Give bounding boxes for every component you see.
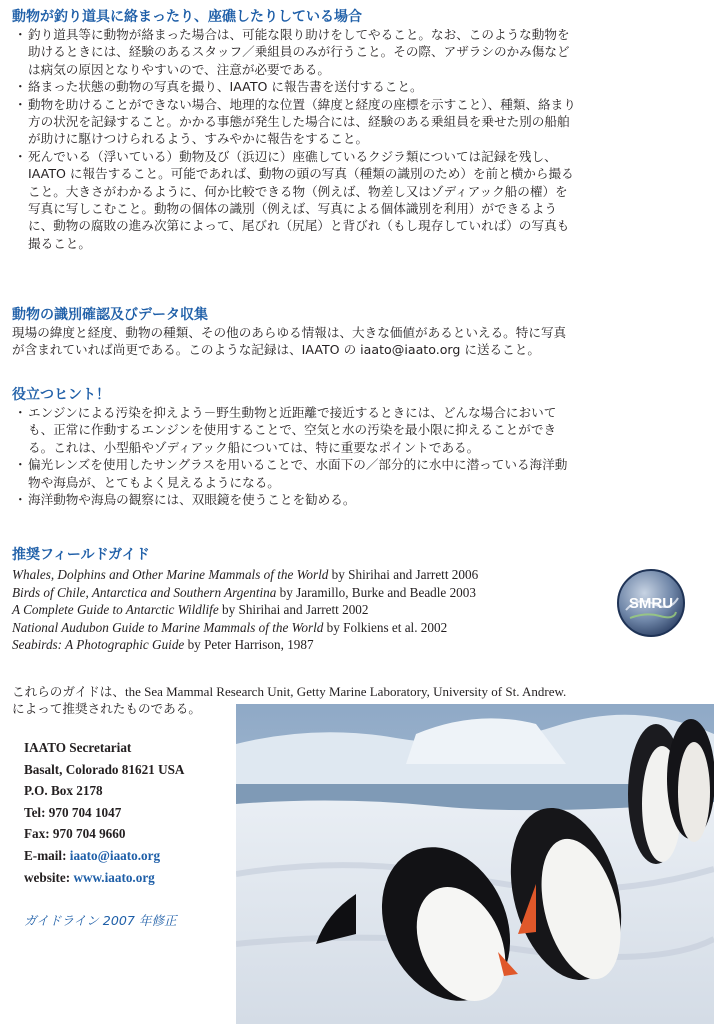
identification-line-2: が含まれていれば尚更である。このような記録は、IAATO の iaato@iaato.org に送ること。 [12, 342, 540, 358]
entanglement-item [12, 148, 706, 252]
guide-author: by Shirihai and Jarrett 2006 [328, 567, 479, 582]
section-entanglement [12, 8, 706, 252]
tip-line: も、正常に作動するエンジンを使用することで、空気と水の汚染を最小限に抑えることができ [28, 422, 557, 438]
email-label: E-mail: [24, 847, 70, 863]
heading-entanglement: 動物が釣り道具に絡まったり、座礁したりしている場合 [12, 9, 362, 25]
website-link[interactable]: www.iaato.org [73, 869, 155, 885]
guide-item [12, 601, 612, 619]
tip-item [12, 456, 706, 491]
email-link[interactable]: iaato@iaato.org [69, 847, 161, 863]
entanglement-list [12, 26, 706, 252]
tip-line: エンジンによる汚染を抑えよう－野生動物と近距離で接近するときには、どんな場合において [28, 405, 557, 420]
note-text-2: the Sea Mammal Research Unit, Getty Marine Laboratory, University of St. Andrew. [124, 684, 567, 699]
website-label: website: [24, 869, 74, 885]
entanglement-line: 写真に写しこむこと。動物の個体の識別（例えば、写真による個体識別を利用）ができるよう [28, 201, 557, 217]
guide-title: A Complete Guide to Antarctic Wildlife [12, 602, 219, 618]
revision-note: ガイドライン 2007 年修正 [24, 913, 177, 928]
contact-org: IAATO Secretariat [24, 740, 132, 755]
bullet-icon: ・ [14, 405, 27, 420]
tip-item [12, 404, 706, 456]
penguins-photo [236, 704, 714, 1024]
guide-author: by Jaramillo, Burke and Beadle 2003 [276, 584, 476, 600]
entanglement-line: IAATO に報告すること。可能であれば、動物の頭の写真（種類の識別のため）を前と横から撮る [28, 166, 574, 182]
entanglement-line: 釣り道具等に動物が絡まった場合は、可能な限り助けをしてやること。なお、このような動物を [28, 27, 570, 42]
guide-author: by Shirihai and Jarrett 2002 [218, 602, 369, 618]
bullet-icon: ・ [14, 27, 27, 42]
note-text-3: によって推奨されたものである。 [12, 701, 201, 717]
note-text-1: これらのガイドは、 [12, 684, 125, 699]
guide-author: by Folkiens et al. 2002 [323, 619, 448, 635]
entanglement-line: 動物を助けることができない場合、地理的な位置（緯度と経度の座標を示すこと）、種類、絡まり [28, 96, 576, 112]
heading-field-guides: 推奨フィールドガイド [12, 547, 150, 563]
entanglement-line: こと。大きさがわかるように、何か比較できる物（例えば、物差し又はゾディアック船の櫂）を [28, 183, 568, 199]
section-identification [12, 306, 706, 359]
guide-item [12, 636, 612, 654]
contact-block [24, 737, 234, 888]
tip-line: る。これは、小型船やゾディアック船については、特に重要なポイントである。 [28, 439, 480, 455]
guide-item [12, 584, 612, 602]
entanglement-line: 撮ること。 [28, 235, 91, 251]
entanglement-line: 死んでいる（浮いている）動物及び（浜辺に）座礁しているクジラ類については記録を残し、 [28, 148, 557, 164]
heading-identification: 動物の識別確認及びデータ収集 [12, 307, 208, 323]
guide-item [12, 566, 612, 584]
contact-pobox: P.O. Box 2178 [24, 783, 103, 799]
smru-logo [616, 568, 686, 638]
bullet-icon: ・ [14, 492, 27, 508]
bullet-icon: ・ [14, 96, 27, 112]
bullet-icon: ・ [14, 457, 27, 473]
entanglement-line: に、動物の腐敗の進み次第によって、尾びれ（尻尾）と背びれ（もし現存していれば）の写真も [28, 218, 570, 234]
contact-fax: Fax: 970 704 9660 [24, 826, 126, 842]
smru-logo-text: SMRU [628, 595, 674, 612]
entanglement-line: 方の状況を記録すること。かかる事態が発生した場合には、経験のある乗組員を乗せた別の船舶 [28, 114, 570, 130]
contact-tel: Tel: 970 704 1047 [24, 804, 122, 820]
tip-line: 海洋動物や海鳥の観察には、双眼鏡を使うことを勧める。 [28, 492, 356, 508]
contact-address: Basalt, Colorado 81621 USA [24, 761, 185, 777]
entanglement-line: 助けるときには、経験のあるスタッフ／乗組員のみが行うこと。その際、アザラシのかみ傷など [28, 44, 570, 60]
bullet-icon: ・ [14, 148, 27, 164]
heading-tips: 役立つヒント！ [12, 387, 110, 403]
tip-item [12, 491, 706, 508]
entanglement-item [12, 78, 706, 95]
entanglement-line: が助けに駆けつけられるよう、すみやかに報告をすること。 [28, 131, 369, 147]
section-tips [12, 386, 706, 508]
guide-title: Seabirds: A Photographic Guide [12, 637, 185, 653]
tips-list [12, 404, 706, 508]
field-guides-list [12, 566, 612, 654]
contact-email [24, 845, 234, 867]
guide-title: Whales, Dolphins and Other Marine Mammals of the World [12, 567, 329, 582]
entanglement-line: 絡まった状態の動物の写真を撮り、IAATO に報告書を送付すること。 [28, 79, 423, 95]
guide-title: Birds of Chile, Antarctica and Southern Argentina [12, 584, 277, 600]
guide-title: National Audubon Guide to Marine Mammals of the World [12, 619, 324, 635]
entanglement-line: は病気の原因となりやすいので、注意が必要である。 [28, 61, 330, 77]
guide-author: by Peter Harrison, 1987 [184, 637, 314, 653]
entanglement-item [12, 96, 706, 148]
identification-line-1: 現場の緯度と経度、動物の種類、その他のあらゆる情報は、大きな価値があるといえる。特に写真 [12, 325, 567, 340]
tip-line: 物や海鳥が、とてもよく見えるようになる。 [28, 474, 280, 490]
bullet-icon: ・ [14, 79, 27, 95]
entanglement-item [12, 26, 706, 78]
guide-item [12, 619, 612, 637]
tip-line: 偏光レンズを使用したサングラスを用いることで、水面下の／部分的に水中に潜っている海洋動 [28, 457, 568, 473]
contact-website [24, 867, 234, 889]
